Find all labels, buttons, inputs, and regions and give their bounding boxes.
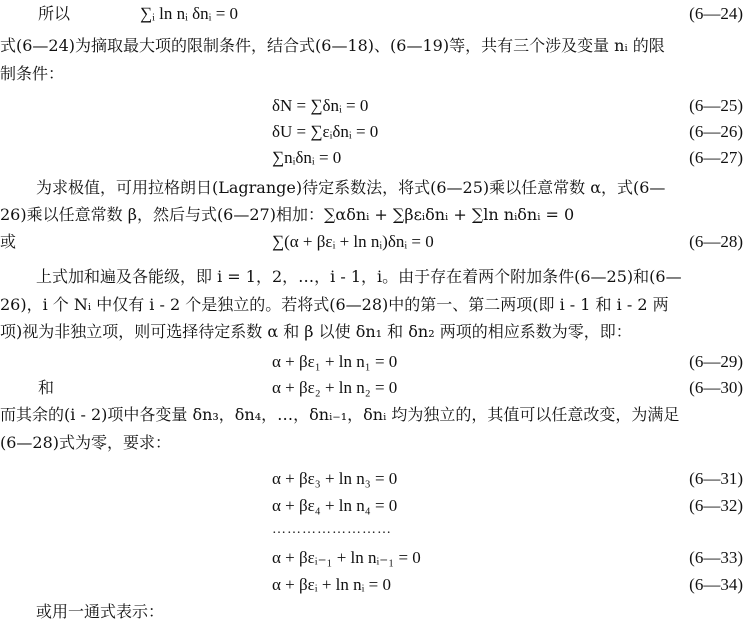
paragraph-4-line-1: 而其余的(i - 2)项中各变量 δn₃，δn₄，…，δnᵢ₋₁，δnᵢ 均为独立的，其值可以任意改变，为满足 — [0, 405, 680, 424]
equation-6-31: α + βε₃ + ln n₃ = 0 — [272, 469, 398, 488]
equation-6-24: ∑ᵢ ln nᵢ δnᵢ = 0 — [140, 4, 239, 23]
eq-label-suoyi: 所以 — [38, 4, 71, 23]
paragraph-3-line-2: 26)，i 个 Nᵢ 中仅有 i - 2 个是独立的。若将式(6—28)中的第一、第二两项(即 i - 1 和 i - 2 两 — [0, 295, 669, 314]
equation-number-6-25: (6—25) — [689, 96, 743, 115]
paragraph-4-line-2: (6—28)式为零，要求： — [0, 433, 172, 452]
equation-6-25: δN = ∑δnᵢ = 0 — [272, 96, 369, 115]
equation-6-27: ∑nᵢδnᵢ = 0 — [272, 148, 342, 167]
paragraph-3-line-1: 上式加和遍及各能级，即 i = 1，2，…，i - 1，i。由于存在着两个附加条件(6—25)和(6— — [36, 267, 682, 286]
equation-6-26: δU = ∑εᵢδnᵢ = 0 — [272, 122, 379, 141]
eq-label-he: 和 — [38, 378, 55, 397]
paragraph-2-line-2: 26)乘以任意常数 β，然后与式(6—27)相加：∑αδnᵢ + ∑βεᵢδnᵢ + ∑ln nᵢδnᵢ = 0 — [0, 205, 575, 224]
paragraph-1-line-1: 式(6—24)为摘取最大项的限制条件，结合式(6—18)、(6—19)等，共有三个涉及变量 nᵢ 的限 — [0, 36, 665, 55]
equation-number-6-26: (6—26) — [689, 122, 743, 141]
paragraph-2-line-1: 为求极值，可用拉格朗日(Lagrange)待定系数法，将式(6—25)乘以任意常数 α，式(6— — [36, 178, 666, 197]
equation-number-6-30: (6—30) — [689, 378, 743, 397]
paragraph-3-line-3: 项)视为非独立项，则可选择待定系数 α 和 β 以使 δn₁ 和 δn₂ 两项的相应系数为零，即： — [0, 322, 632, 341]
eq-label-huo: 或 — [0, 232, 17, 251]
paragraph-1-line-2: 制条件： — [0, 64, 65, 83]
equation-6-34: α + βεᵢ + ln nᵢ = 0 — [272, 575, 391, 594]
equation-number-6-32: (6—32) — [689, 496, 743, 515]
equation-number-6-31: (6—31) — [689, 469, 743, 488]
equation-6-33: α + βεᵢ₋₁ + ln nᵢ₋₁ = 0 — [272, 548, 421, 567]
equation-number-6-27: (6—27) — [689, 148, 743, 167]
equation-number-6-34: (6—34) — [689, 575, 743, 594]
equation-6-32: α + βε₄ + ln n₄ = 0 — [272, 496, 398, 515]
ellipsis-dots: …………………… — [272, 522, 392, 537]
equation-6-29: α + βε₁ + ln n₁ = 0 — [272, 352, 398, 371]
paragraph-5: 或用一通式表示： — [36, 602, 165, 621]
equation-number-6-24: (6—24) — [689, 4, 743, 23]
equation-6-30: α + βε₂ + ln n₂ = 0 — [272, 378, 398, 397]
equation-number-6-33: (6—33) — [689, 548, 743, 567]
equation-number-6-28: (6—28) — [689, 232, 743, 251]
equation-number-6-29: (6—29) — [689, 352, 743, 371]
equation-6-28: ∑(α + βεᵢ + ln nᵢ)δnᵢ = 0 — [272, 232, 434, 251]
